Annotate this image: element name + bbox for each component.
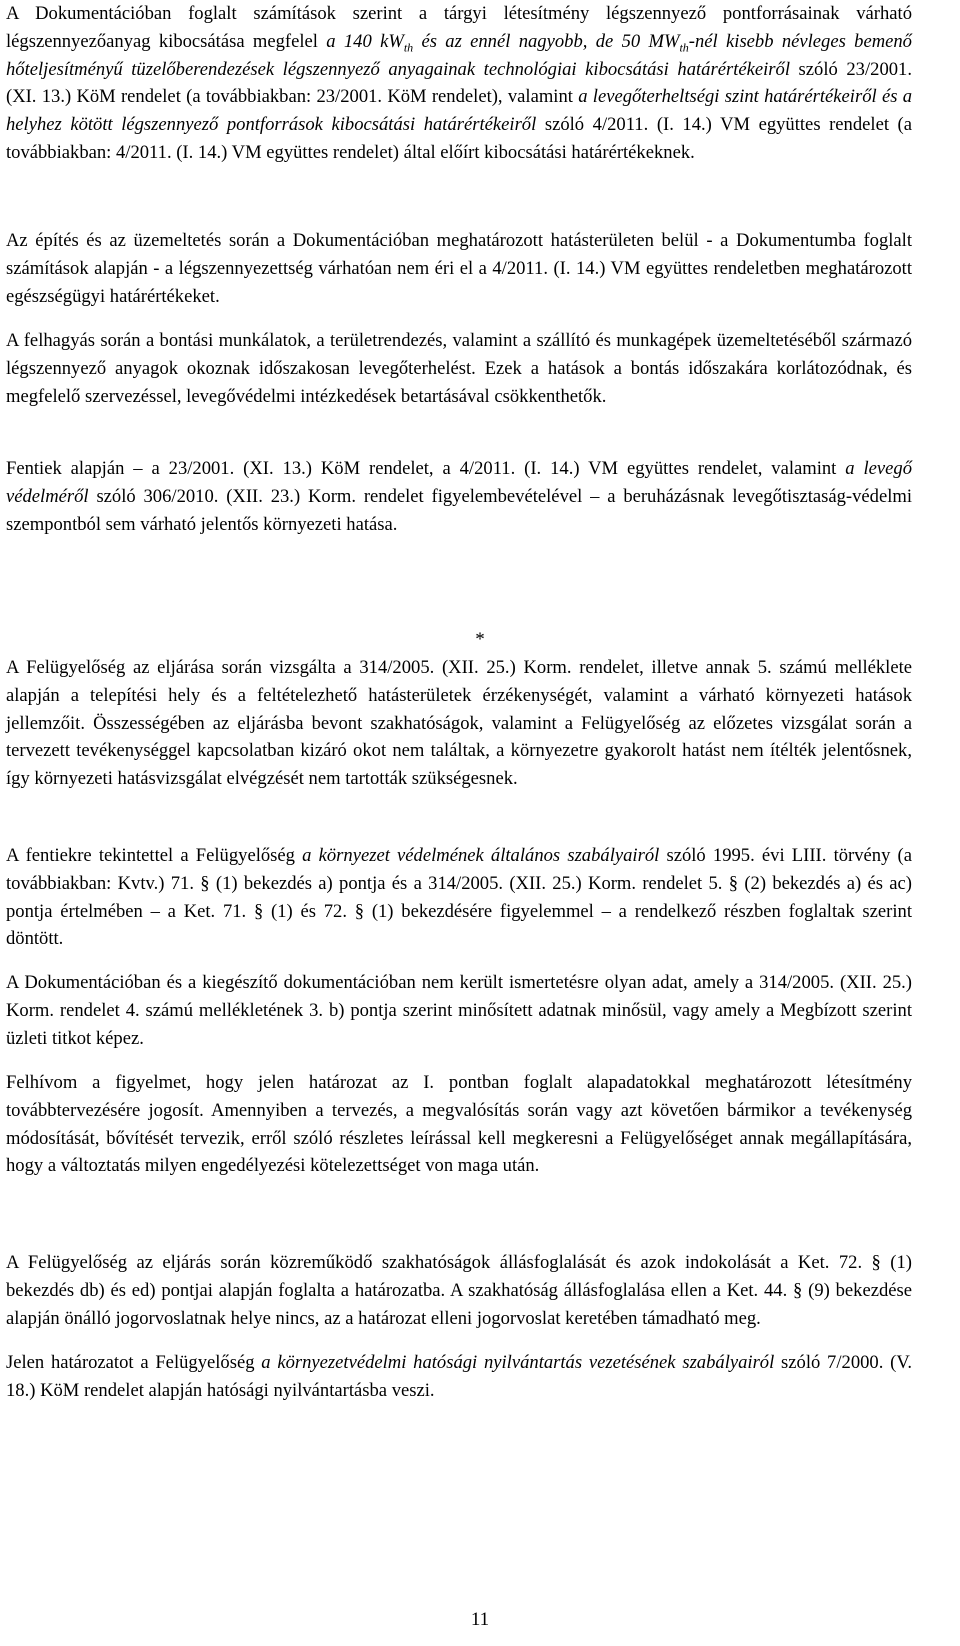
italic-run: a levegőterheltségi szint határértékeiről és a helyhez kötött légszennyező pontforrások kibocsátási határértékeiről — [6, 86, 913, 136]
italic-run: a környezet védelmének általános szabályairól — [302, 845, 660, 866]
paragraph-authorities-position: A Felügyelőség az eljárás során közreműködő szakhatóságok állásfoglalását és azok indokolását a Ket. 72. § (1) bekezdés db) és ed) pontjai alapján foglalta a határozatba. A szakhatóság állásfoglalása ellen a Ket. 44. § (9) bekezdése alapján önálló jogorvoslatnak helye nincs, az a határozat elleni jogorvoslat keretében támadható meg. — [6, 1252, 912, 1329]
page-number: 11 — [470, 1609, 490, 1630]
section-separator: * — [475, 629, 485, 650]
text-run: Fentiek alapján – a 23/2001. (XI. 13.) KöM rendelet, a 4/2011. (I. 14.) VM együttes rendelet, valamint — [6, 458, 846, 479]
italic-run: -nél kisebb névleges bemenő hőteljesítményű tüzelőberendezések légszennyező anyagainak technológiai kibocsátási határértékeiről — [6, 30, 912, 80]
text-run: A Dokumentációban foglalt számítások szerint a tárgyi létesítmény légszennyező pontforrásainak várható légszennyezőanyag kibocsátása megfelel — [6, 3, 912, 52]
text-run: szóló 7/2000. (V. 18.) KöM rendelet alapján hatósági nyilvántartásba veszi. — [6, 1352, 912, 1401]
italic-run: a levegő védelméről — [6, 458, 912, 507]
paragraph-decision-basis — [6, 842, 912, 953]
italic-run: és az ennél nagyobb, de 50 MW — [413, 30, 680, 52]
subscript: th — [679, 40, 689, 55]
text-run: A fentiekre tekintettel a Felügyelőség — [6, 845, 303, 866]
paragraph-construction-operation: Az építés és az üzemeltetés során a Dokumentációban meghatározott hatásterületen belül - a Dokumentumba foglalt számítások alapján - a légszennyezettség várhatóan nem éri el a 4/2011. (I. 14.) VM együttes rendeletben meghatározott egészségügyi határértékeket. — [6, 230, 912, 307]
paragraph-classified-data: A Dokumentációban és a kiegészítő dokumentációban nem került ismertetésre olyan adat, amely a 314/2005. (XII. 25.) Korm. rendelet 4. számú mellékletének 3. b) pontja szerint minősített adatnak minősül, vagy amely a Megbízott szerint üzleti titkot képez. — [6, 972, 912, 1049]
paragraph-inspectorate-review: A Felügyelőség az eljárása során vizsgálta a 314/2005. (XII. 25.) Korm. rendelet, illetve annak 5. számú melléklete alapján a telepítési hely és a feltételezhető hatásterületek érzékenységét, valamint a várható környezeti hatások jellemzőit. Összességében az eljárásba bevont szakhatóságok, valamint a Felügyelőség az előzetes vizsgálat során a tervezett tevékenységgel kapcsolatban kizáró okot nem találtak, a környezetre gyakorolt hatást nem ítélték jelentősnek, így környezeti hatásvizsgálat elvégzését nem tartották szükségesnek. — [6, 657, 912, 790]
text-run: szóló 23/2001. (XI. 13.) KöM rendelet (a továbbiakban: 23/2001. KöM rendelet), valamint — [6, 58, 912, 108]
paragraph-conclusion — [6, 455, 912, 538]
italic-run: a 140 kW — [326, 30, 404, 52]
paragraph-decommissioning: A felhagyás során a bontási munkálatok, a területrendezés, valamint a szállító és munkagépek üzemeltetéséből származó légszennyező anyagok okoznak időszakosan levegőterhelést. Ezek a hatások a bontás időszakára korlátozódnak, és megfelelő szervezéssel, levegővédelmi intézkedések betartásával csökkenthetők. — [6, 330, 912, 407]
text-run: szóló 4/2011. (I. 14.) VM együttes rendelet (a továbbiakban: 4/2011. (I. 14.) VM együttes rendelet) által előírt kibocsátási határértékeknek. — [6, 114, 912, 163]
italic-run: a környezetvédelmi hatósági nyilvántartás vezetésének szabályairól — [261, 1352, 775, 1373]
paragraph-emission-compliance — [6, 0, 912, 167]
text-run: szóló 306/2010. (XII. 23.) Korm. rendelet figyelembevételével – a beruházásnak levegőtisztaság-védelmi szempontból sem várható jelentős környezeti hatása. — [6, 485, 912, 535]
text-run: Jelen határozatot a Felügyelőség — [6, 1352, 262, 1373]
subscript: th — [403, 40, 414, 55]
text-run: szóló 1995. évi LIII. törvény (a továbbiakban: Kvtv.) 71. § (1) bekezdés a) pontja és a 314/2005. (XII. 25.) Korm. rendelet 5. § (2) bekezdés a) és ac) pontja értelmében – a Ket. 71. § (1) és 72. § (1) bekezdésére figyelemmel – a rendelkező részben foglaltak szerint döntött. — [6, 845, 913, 950]
paragraph-registry — [6, 1349, 912, 1405]
paragraph-attention-notice: Felhívom a figyelmet, hogy jelen határozat az I. pontban foglalt alapadatokkal meghatározott létesítmény továbbtervezésére jogosít. Amennyiben a tervezés, a megvalósítás során vagy azt követően bármikor a tevékenység módosítását, bővítését tervezik, erről szóló részletes leírással kell megkeresni a Felügyelőséget annak megállapítására, hogy a változtatás milyen engedélyezési kötelezettséget von maga után. — [6, 1072, 912, 1177]
